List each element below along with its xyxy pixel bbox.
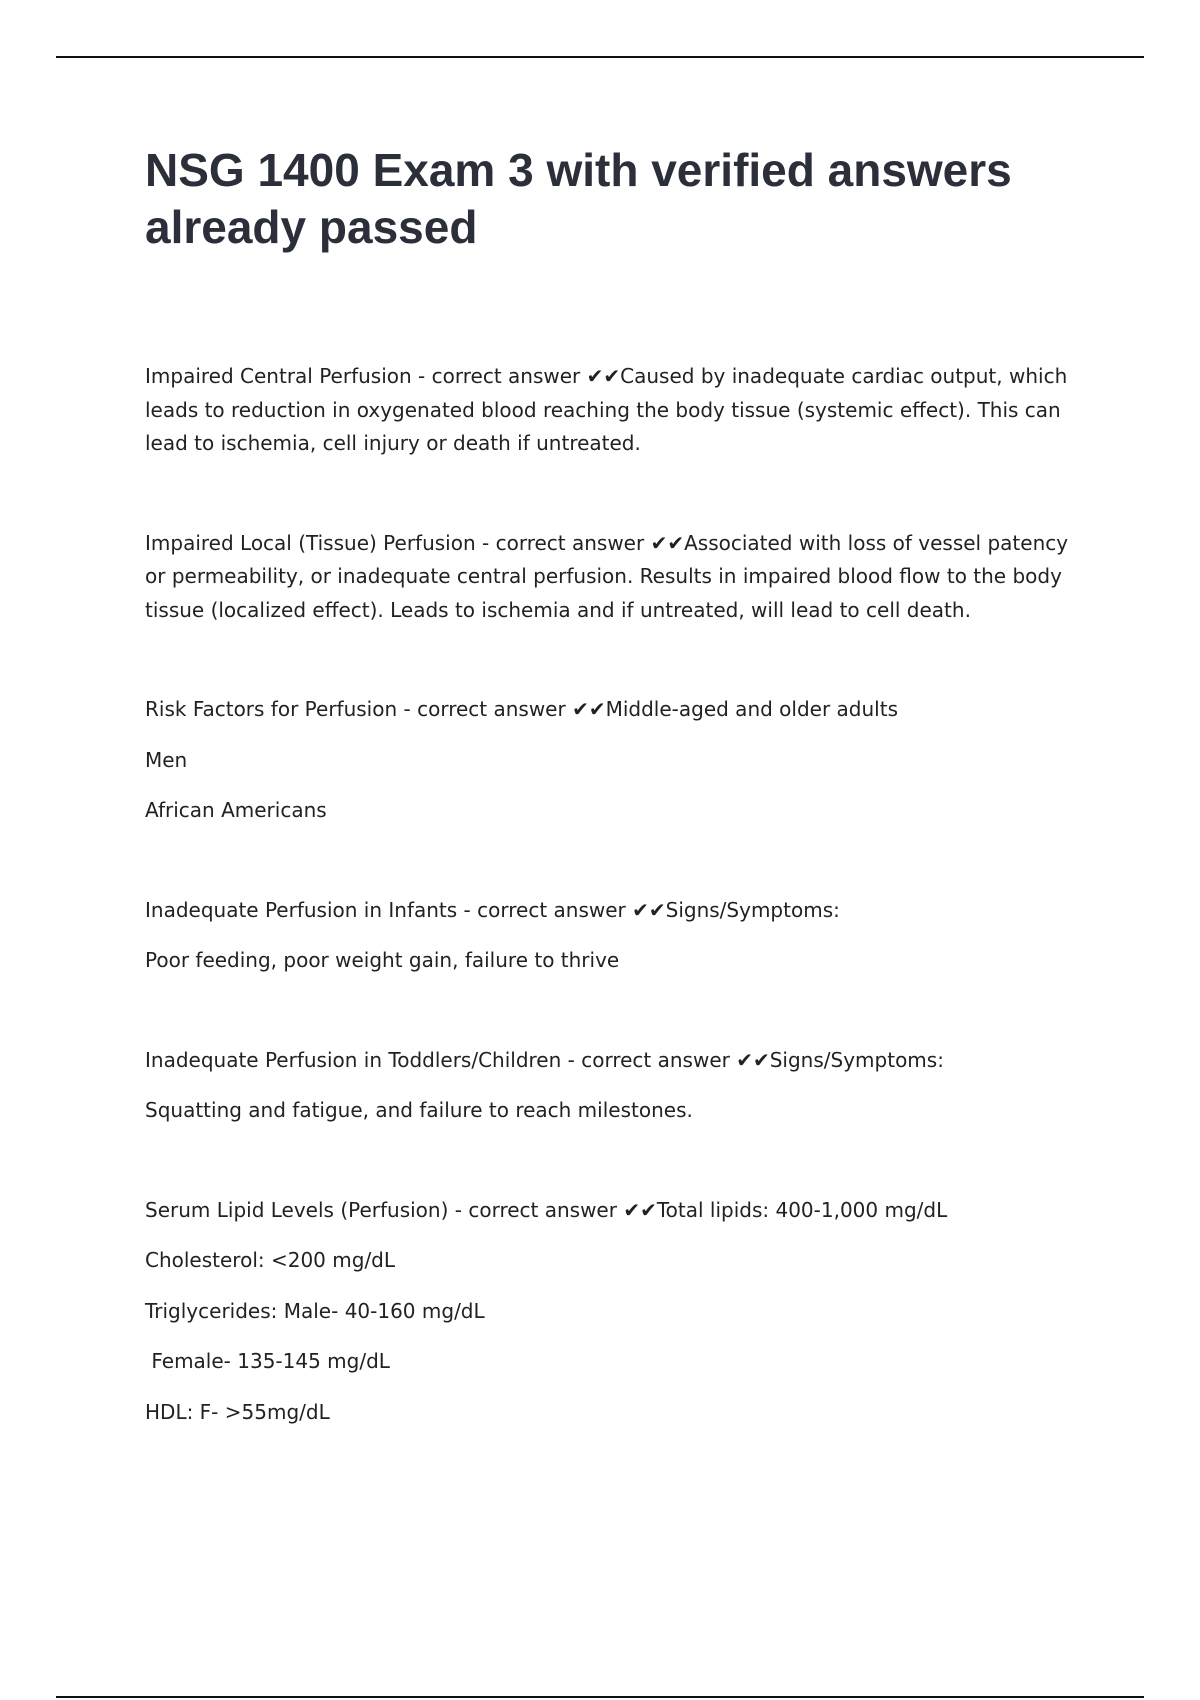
check-icon: ✔✔ <box>736 1047 770 1072</box>
answer-separator: - correct answer <box>397 697 573 721</box>
qa-definition: Associated with loss of vessel patency or permeability, or inadequate central perfusion. Results in impaired blood flow to the body tissue (localized effect). Leads to ischemia and if untreated, will lead to cell death. <box>145 530 1069 622</box>
qa-definition: Total lipids: 400-1,000 mg/dL <box>656 1197 948 1222</box>
check-icon: ✔✔ <box>572 697 606 721</box>
qa-definition: Signs/Symptoms: <box>665 897 840 922</box>
qa-first-line <box>145 360 1085 461</box>
qa-extra-line: HDL: F- >55mg/dL <box>145 1399 330 1424</box>
qa-extra-line: Triglycerides: Male- 40-160 mg/dL <box>145 1298 485 1323</box>
qa-term: Impaired Central Perfusion <box>145 364 412 388</box>
qa-first-line <box>145 894 1085 928</box>
answer-separator: - correct answer <box>475 530 651 555</box>
qa-extra-line: Cholesterol: <200 mg/dL <box>145 1248 396 1272</box>
qa-entry <box>145 527 1085 628</box>
answer-separator: - correct answer <box>561 1047 737 1072</box>
qa-definition: Signs/Symptoms: <box>769 1047 944 1072</box>
qa-entry <box>145 360 1085 461</box>
qa-entry <box>145 693 1085 828</box>
qa-entry <box>145 1194 1085 1430</box>
qa-first-line <box>145 1044 1085 1078</box>
check-icon: ✔✔ <box>632 897 666 922</box>
qa-entry <box>145 894 1085 978</box>
qa-list <box>145 360 1085 1429</box>
qa-term: Serum Lipid Levels (Perfusion) <box>145 1197 449 1222</box>
qa-extra-line: Female- 135-145 mg/dL <box>145 1349 390 1373</box>
qa-term: Inadequate Perfusion in Toddlers/Children <box>145 1047 562 1072</box>
qa-extra-line: Men <box>145 747 188 772</box>
qa-definition: Middle-aged and older adults <box>605 697 898 721</box>
answer-separator: - correct answer <box>457 897 633 922</box>
qa-entry <box>145 1044 1085 1128</box>
qa-first-line <box>145 693 1085 727</box>
answer-separator: - correct answer <box>448 1197 624 1222</box>
qa-first-line <box>145 527 1085 628</box>
qa-term: Inadequate Perfusion in Infants <box>145 897 458 922</box>
qa-first-line <box>145 1194 1085 1228</box>
top-divider <box>56 56 1144 58</box>
check-icon: ✔✔ <box>586 364 621 388</box>
qa-term: Risk Factors for Perfusion <box>145 697 398 721</box>
qa-extra-line: Squatting and fatigue, and failure to reach milestones. <box>145 1098 693 1122</box>
document-body <box>145 142 1085 1495</box>
qa-extra-line: Poor feeding, poor weight gain, failure to thrive <box>145 948 620 972</box>
check-icon: ✔✔ <box>650 530 685 555</box>
answer-separator: - correct answer <box>411 364 587 388</box>
bottom-divider <box>56 1696 1144 1698</box>
check-icon: ✔✔ <box>623 1197 657 1222</box>
qa-extra-line: African Americans <box>145 798 327 822</box>
qa-term: Impaired Local (Tissue) Perfusion <box>145 530 476 555</box>
qa-definition: Caused by inadequate cardiac output, which leads to reduction in oxygenated blood reaching the body tissue (systemic effect). This can lead to ischemia, cell injury or death if untreated. <box>145 364 1068 455</box>
document-title: NSG 1400 Exam 3 with verified answers already passed <box>145 144 1012 253</box>
